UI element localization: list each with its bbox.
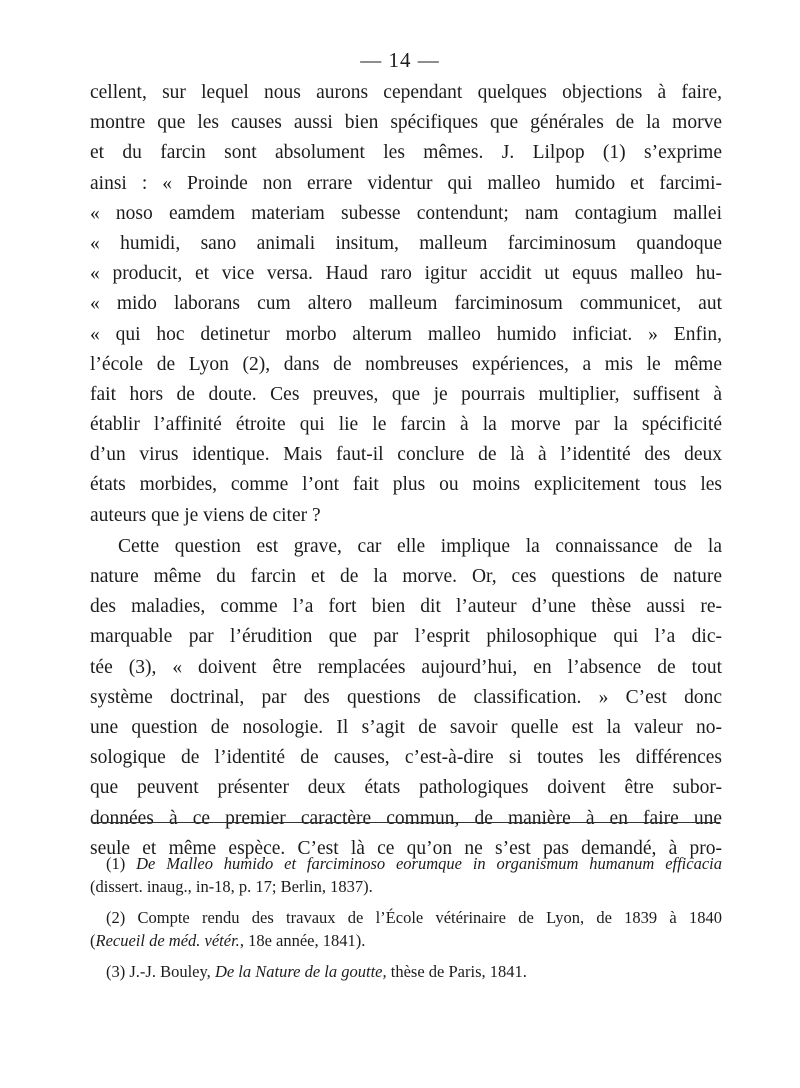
text-line: ainsi : « Proinde non errare videntur qui malleo humido et farcimi- — [90, 172, 722, 194]
text-line: cellent, sur lequel nous aurons cependant quelques objections à faire, — [90, 82, 722, 103]
text-line: montre que les causes aussi bien spécifiques que générales de la morve — [90, 112, 722, 134]
text-line: l’école de Lyon (2), dans de nombreuses expériences, a mis le même — [90, 353, 722, 375]
text-line: données à ce premier caractère commun, de manière à en faire une — [90, 807, 722, 829]
text-line: « producit, et vice versa. Haud raro igitur accidit ut equus malleo hu- — [90, 263, 722, 285]
text-line: tée (3), « doivent être remplacées aujourd’hui, en l’absence de tout — [90, 656, 722, 678]
text-line: établir l’affinité étroite qui lie le farcin à la morve par la spécificité — [90, 414, 722, 436]
text-line: nature même du farcin et de la morve. Or, ces questions de nature — [90, 566, 722, 587]
text-line: marquable par l’érudition que par l’esprit philosophique qui l’a dic- — [90, 626, 722, 648]
text-line: des maladies, comme l’a fort bien dit l’auteur d’une thèse aussi re- — [90, 596, 722, 618]
body-text — [90, 78, 722, 864]
text-line: « noso eamdem materiam subesse contendunt; nam contagium mallei — [90, 202, 722, 224]
text-line: « qui hoc detinetur morbo alterum malleo humido inficiat. » Enfin, — [90, 323, 722, 345]
text-line: et du farcin sont absolument les mêmes. J. Lilpop (1) s’exprime — [90, 142, 722, 164]
footnote-2 — [90, 906, 722, 929]
footnote-3-author: J.-J. Bouley, — [129, 962, 211, 981]
text-line: auteurs que je viens de citer ? — [90, 504, 321, 526]
footnote-3 — [90, 960, 722, 983]
text-line: une question de nosologie. Il s’agit de savoir quelle est la valeur no- — [90, 716, 722, 738]
footnote-2-open: ( — [90, 931, 96, 950]
text-line: seule et même espèce. C’est là ce qu’on ne s’est pas demandé, à pro- — [90, 837, 722, 859]
footnote-2-journal: Recueil de méd. vétér. — [95, 931, 240, 950]
paragraph-start-line: Cette question est grave, car elle implique la connaissance de la — [118, 535, 722, 557]
text-line: sologique de l’identité de causes, c’est-à-dire si toutes les différences — [90, 747, 722, 769]
page-number: — 14 — — [360, 48, 440, 72]
footnote-2-text: Compte rendu des travaux de l’École vétérinaire de Lyon, de 1839 à 1840 — [137, 908, 722, 927]
footnote-2-continued — [90, 929, 722, 952]
footnotes — [90, 852, 722, 983]
footnote-1 — [90, 852, 722, 875]
footnote-2-marker: (2) — [106, 908, 126, 927]
footnote-3-marker: (3) — [106, 962, 126, 981]
footnote-3-detail: thèse de Paris, 1841. — [390, 962, 527, 981]
footnote-3-title: De la Nature de la goutte, — [214, 962, 387, 981]
text-line: d’un virus identique. Mais faut-il conclure de là à l’identité des deux — [90, 444, 722, 466]
text-line: système doctrinal, par des questions de classification. » C’est donc — [90, 686, 722, 708]
text-line: « mido laborans cum altero malleum farciminosum communicet, aut — [90, 293, 722, 315]
footnote-divider — [92, 822, 720, 823]
footnote-2-detail: , 18e année, 1841). — [239, 931, 366, 950]
text-line: « humidi, sano animali insitum, malleum farciminosum quandoque — [90, 232, 722, 254]
footnote-1-continued: (dissert. inaug., in-18, p. 17; Berlin, 1837). — [90, 877, 373, 896]
text-line: états morbides, comme l’ont fait plus ou moins explicitement tous les — [90, 474, 722, 496]
text-line: fait hors de doute. Ces preuves, que je pourrais multiplier, suffisent à — [90, 383, 722, 405]
footnote-1-title: De Malleo humido et farciminoso eorumque in organismum humanum efficacia — [136, 854, 722, 873]
text-line: que peuvent présenter deux états pathologiques doivent être subor- — [90, 777, 722, 799]
footnote-1-marker: (1) — [106, 854, 126, 873]
